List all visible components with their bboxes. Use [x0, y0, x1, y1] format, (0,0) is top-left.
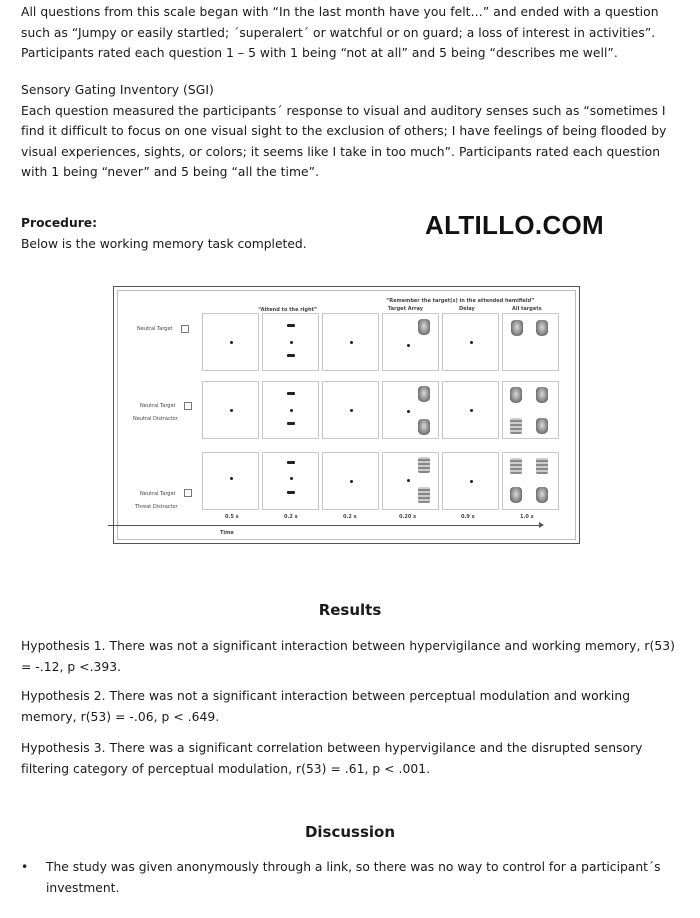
condition-3-label-2: Threat Distractor	[135, 504, 178, 510]
panel-target-array	[382, 452, 439, 510]
face-stimulus	[510, 458, 522, 474]
figure-label-attend: “Attend to the right”	[258, 307, 318, 313]
face-stimulus	[536, 320, 548, 336]
fixation-dot	[230, 409, 233, 412]
panel-target-array	[382, 381, 439, 439]
panel-interval	[322, 452, 379, 510]
cue-dash	[287, 491, 295, 494]
condition-1-label: Neutral Target	[137, 326, 173, 332]
face-stimulus	[536, 487, 548, 503]
fixation-dot	[290, 477, 293, 480]
fixation-dot	[407, 479, 410, 482]
panel-probe	[502, 313, 559, 371]
panel-probe	[502, 452, 559, 510]
panel-delay	[442, 313, 499, 371]
fixation-dot	[407, 344, 410, 347]
cue-dash	[287, 392, 295, 395]
intro-paragraph: All questions from this scale began with “In the last month have you felt…” and ended with a question such as “Jumpy or easily startled; ´superalert´ or watchful or on guard; a loss of interest in activities”. Participants rated each question 1 – 5 with 1 being “not at all” and 5 being “describes me well”.	[21, 5, 659, 60]
fixation-dot	[350, 480, 353, 483]
panel-interval	[322, 313, 379, 371]
face-stimulus	[418, 457, 430, 473]
bullet-icon: •	[21, 860, 29, 874]
sgi-title: Sensory Gating Inventory (SGI)	[21, 83, 214, 97]
results-heading: Results	[318, 601, 382, 619]
condition-3-checkbox	[184, 489, 192, 497]
face-stimulus	[418, 386, 430, 402]
fixation-dot	[470, 409, 473, 412]
face-stimulus	[536, 458, 548, 474]
condition-2-label-2: Neutral Distractor	[133, 416, 178, 422]
time-axis-arrow	[108, 525, 540, 526]
panel-cue	[262, 452, 319, 510]
time-label-3: 0.2 s	[343, 514, 357, 520]
time-label-2: 0.2 s	[284, 514, 298, 520]
condition-2-checkbox	[184, 402, 192, 410]
face-stimulus	[418, 319, 430, 335]
panel-target-array	[382, 313, 439, 371]
face-stimulus	[536, 418, 548, 434]
sgi-body: Each question measured the participants´ response to visual and auditory senses such as “sometimes I find it difficult to focus on one visual sight to the exclusion of others; I have feelings of being flooded by visual experiences, sights, or colors; it seems like I take in too much”. Participants rated each question with 1 being “never” and 5 being “all the time”.	[21, 103, 667, 179]
panel-fixation	[202, 452, 259, 510]
face-stimulus	[418, 419, 430, 435]
condition-2-label: Neutral Target	[140, 403, 176, 409]
fixation-dot	[470, 341, 473, 344]
panel-cue	[262, 381, 319, 439]
fixation-dot	[350, 409, 353, 412]
cue-dash	[287, 461, 295, 464]
procedure-body: Below is the working memory task completed.	[21, 236, 307, 251]
hypothesis-3: Hypothesis 3. There was a significant correlation between hypervigilance and the disrupted sensory filtering category of perceptual modulation, r(53) = .61, p < .001.	[21, 741, 643, 776]
panel-fixation	[202, 381, 259, 439]
time-label-6: 1.0 s	[520, 514, 534, 520]
fixation-dot	[290, 341, 293, 344]
figure-label-all-targets: All targets	[512, 306, 542, 312]
figure-label-remember: “Remember the target(s) in the attended hemifield”	[386, 298, 535, 304]
discussion-heading: Discussion	[304, 823, 396, 841]
fixation-dot	[350, 341, 353, 344]
time-axis-label: Time	[220, 530, 234, 536]
time-label-5: 0.9 s	[461, 514, 475, 520]
fixation-dot	[470, 480, 473, 483]
cue-dash	[287, 354, 295, 357]
discussion-bullet-1	[21, 857, 681, 898]
panel-probe	[502, 381, 559, 439]
hypothesis-1: Hypothesis 1. There was not a significant interaction between hypervigilance and working memory, r(53) = -.12, p <.393.	[21, 639, 675, 674]
figure-label-target-array: Target Array	[388, 306, 423, 312]
face-stimulus	[510, 418, 522, 434]
face-stimulus	[418, 487, 430, 503]
figure-label-delay: Delay	[459, 306, 475, 312]
fixation-dot	[290, 409, 293, 412]
hypothesis-2: Hypothesis 2. There was not a significant interaction between perceptual modulation and working memory, r(53) = -.06, p < .649.	[21, 689, 631, 724]
face-stimulus	[510, 387, 522, 403]
panel-delay	[442, 381, 499, 439]
panel-delay	[442, 452, 499, 510]
cue-dash	[287, 422, 295, 425]
watermark: ALTILLO.COM	[425, 210, 605, 240]
panel-cue	[262, 313, 319, 371]
face-stimulus	[510, 487, 522, 503]
fixation-dot	[407, 410, 410, 413]
bullet-text: The study was given anonymously through a link, so there was no way to control for a participant´s investment.	[46, 860, 661, 895]
panel-interval	[322, 381, 379, 439]
time-label-1: 0.5 s	[225, 514, 239, 520]
condition-1-checkbox	[181, 325, 189, 333]
cue-dash	[287, 324, 295, 327]
time-label-4: 0.20 s	[399, 514, 417, 520]
fixation-dot	[230, 477, 233, 480]
condition-3-label: Neutral Target	[140, 491, 176, 497]
procedure-heading: Procedure:	[21, 216, 98, 230]
face-stimulus	[511, 320, 523, 336]
panel-fixation	[202, 313, 259, 371]
face-stimulus	[536, 387, 548, 403]
fixation-dot	[230, 341, 233, 344]
